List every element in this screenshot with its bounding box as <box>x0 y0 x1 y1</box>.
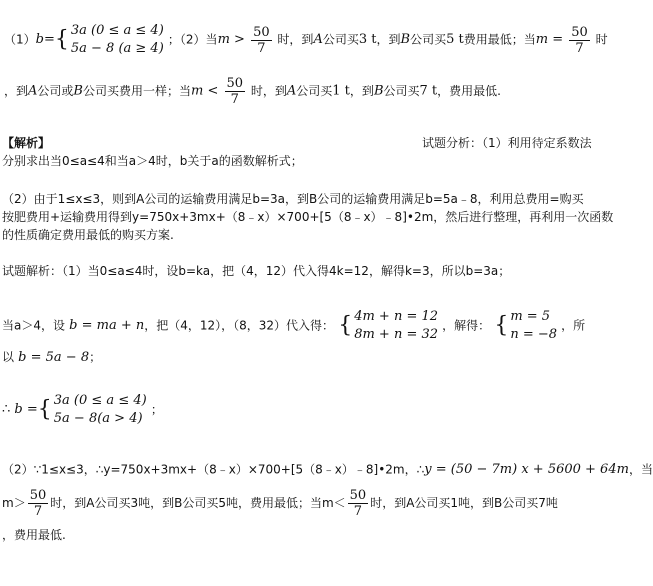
cost-function: y = (50 − 7m) x + 5600 + 64m <box>424 462 629 477</box>
solution-line-3: 以 b = 5a − 8； <box>2 350 102 365</box>
therefore-symbol: ∴ <box>2 401 11 417</box>
answer-line-1: （1）b={ 3a (0 ≤ a ≤ 4) 5a − 8 (a ≥ 4) ；（2）当m > $\frac{50}{7}$ 时，到A公司买3 t，到B公司买5 t费用最低；当m = $\frac{50}{7}$ 时 <box>4 23 608 56</box>
analysis-line-4: 按肥费用+运输费用得到y=750x+3mx+（8﹣x）×700+[5（8﹣x）﹣8]•2m，然后进行整理，再利用一次函数 <box>2 210 614 224</box>
part2-line-3: ，费用最低. <box>2 528 66 542</box>
analysis-line-3: （2）由于1≤x≤3，则到A公司的运输费用满足b=3a，到B公司的运输费用满足b=5a﹣8，利用总费用=购买 <box>2 192 584 206</box>
piecewise-case-1: 3a (0 ≤ a ≤ 4) <box>70 23 164 38</box>
system-brace-1: { <box>338 313 353 338</box>
solution-line-1: 试题解析：（1）当0≤a≤4时，设b=ka，把（4，12）代入得4k=12，解得k=3，所以b=3a； <box>2 264 511 278</box>
equation-system: 4m + n = 12 8m + n = 32 <box>354 309 439 342</box>
analysis-intro: 试题分析：（1）利用待定系数法 <box>422 136 592 150</box>
fraction-50-7-b: $\frac{50}{7}$ <box>571 24 588 56</box>
equals-sign: = <box>43 31 55 47</box>
answer-line-2: ，到A公司或B公司买费用一样；当m < $\frac{50}{7}$ 时，到A公司买1 t，到B公司买7 t，费用最低. <box>4 76 501 107</box>
solution-line-2: 当a＞4，设 b = ma + n，把（4，12），（8，32）代入得： { 4m + n = 12 8m + n = 32 ，解得： { m = 5 n = −8 ，所 <box>2 309 586 342</box>
analysis-line-2: 分别求出当0≤a≤4和当a＞4时，b关于a的函数解析式； <box>2 154 303 168</box>
part2-lead: ；（2）当 <box>167 32 218 47</box>
system-brace-2: { <box>494 313 509 338</box>
fraction-50-7-e: $\frac{50}{7}$ <box>349 488 367 519</box>
analysis-line-5: 的性质确定费用最低的购买方案. <box>2 228 174 242</box>
b-variable: b <box>35 31 44 47</box>
fraction-50-7: $\frac{50}{7}$ <box>253 24 270 56</box>
part2-line-2: m＞ $\frac{50}{7}$ 时，到A公司买3吨，到B公司买5吨，费用最低；当m＜ $\frac{50}{7}$ 时，到A公司买1吨，到B公司买7吨 <box>2 488 558 519</box>
left-brace: { <box>54 27 69 52</box>
result-brace: { <box>37 397 52 422</box>
piecewise-function <box>71 22 164 58</box>
analysis-heading: 【解析】 <box>2 136 51 150</box>
solution-system: m = 5 n = −8 <box>510 309 558 342</box>
piecewise-case-2: 5a − 8 (a ≥ 4) <box>70 41 164 56</box>
part2-line-1: （2）∵1≤x≤3，∴y=750x+3mx+（8﹣x）×700+[5（8﹣x）﹣8]•2m，∴y = (50 − 7m) x + 5600 + 64m，当 <box>2 462 653 477</box>
fraction-50-7-d: $\frac{50}{7}$ <box>29 488 47 519</box>
piecewise-result: ∴ b ={ 3a (0 ≤ a ≤ 4) 5a − 8(a > 4) ； <box>2 393 163 426</box>
greater-than: > <box>229 31 250 47</box>
part1-lead: （1） <box>4 32 36 47</box>
linear-expression: b = ma + n <box>69 317 145 333</box>
m-variable: m <box>217 31 230 47</box>
fraction-50-7-c: $\frac{50}{7}$ <box>226 76 244 107</box>
